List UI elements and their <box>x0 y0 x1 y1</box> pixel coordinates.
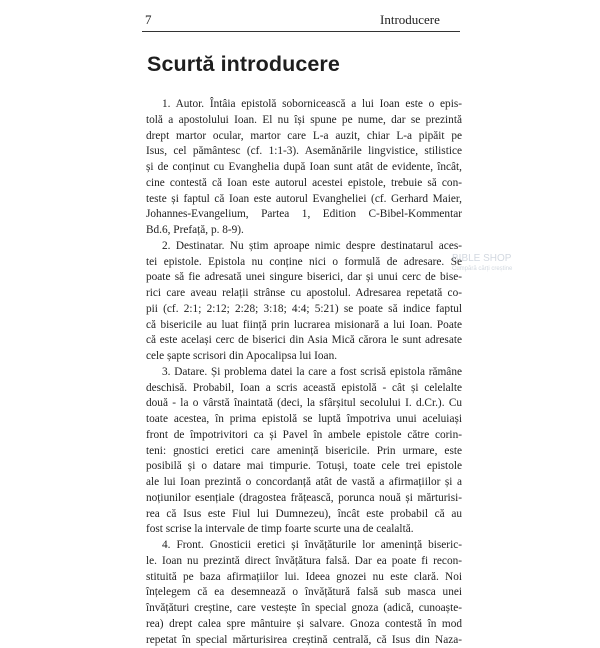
text-line: că este același cerc de biserici din Asia Mică cărora le sunt adresate <box>146 333 462 349</box>
text-line: 3. Datare. Și problema datei la care a fost scrisă epistola rămâne <box>146 365 462 381</box>
text-line: ale lui Ioan prezintă o concordanță atât de vastă a afirmațiilor și a <box>146 475 462 491</box>
text-line: 4. Front. Gnosticii eretici și învățăturile lor amenință biseric- <box>146 538 462 554</box>
text-line: 2. Destinatar. Nu știm aproape nimic despre destinatarul aces- <box>146 239 462 255</box>
watermark-text: BIBLE SHOP <box>452 253 511 264</box>
text-line: le. Ioan nu prezintă direct învățătura falsă. Dar ea poate fi recon- <box>146 554 462 570</box>
text-line: cele șapte scrisori din Apocalipsa lui Ioan. <box>146 349 462 365</box>
text-line: repetat în special mărturisirea creștină centrală, că Isus din Naza- <box>146 633 462 648</box>
text-line: Johannes-Evangelium, Partea 1, Edition C-Bibel-Kommentar <box>146 207 462 223</box>
running-head: Introducere <box>380 12 440 28</box>
section-title: Scurtă introducere <box>147 52 340 77</box>
text-line: tei epistole. Epistola nu conține nici o formulă de adresare. Se <box>146 255 462 271</box>
text-line: rici care aveau relații strânse cu apostolul. Adresarea repetată co- <box>146 286 462 302</box>
watermark <box>452 253 512 275</box>
text-line: front de împotrivitori ca și Pavel în ambele epistole către corin- <box>146 428 462 444</box>
text-line: că bisericile au luat ființă prin lucrarea misionară a lui Ioan. Poate <box>146 318 462 334</box>
text-line: înțelegem că ea desemnează o învățătură falsă sub masca unei <box>146 585 462 601</box>
text-line: teste și faptul că Ioan este autorul Evangheliei (cf. Gerhard Maier, <box>146 192 462 208</box>
text-line: pii (cf. 2:1; 2:12; 2:28; 3:18; 4:4; 5:21) se poate să indice faptul <box>146 302 462 318</box>
text-line: teni: gnostici eretici care amenință bisericile. Prin urmare, este <box>146 444 462 460</box>
text-line: poate să fie adresată unei singure biserici, dar și unui cerc de bise- <box>146 270 462 286</box>
text-line: fost scrise la intervale de timp foarte scurte una de cealaltă. <box>146 522 462 538</box>
text-line: două - la o vârstă înaintată (deci, la sfârșitul secolului I. d.Cr.). Cu <box>146 396 462 412</box>
text-line: rea că Isus este Fiul lui Dumnezeu), încât este probabil că au <box>146 507 462 523</box>
page-number: 7 <box>145 12 152 28</box>
text-line: drept martor ocular, martor care L-a auzit, chiar L-a pipăit pe <box>146 129 462 145</box>
watermark-tagline: Cumpără cărți creștine <box>452 264 512 275</box>
text-line: posibilă și o datare mai timpurie. Totuși, toate cele trei epistole <box>146 459 462 475</box>
text-line: Isus, cel pământesc (cf. 1:1-3). Asemănările lingvistice, stilistice <box>146 144 462 160</box>
text-line: învățături creștine, care vestește în special gnoza (adică, cunoaște- <box>146 601 462 617</box>
text-line: toate acestea, în prima epistolă se luptă împotriva unui aceluiași <box>146 412 462 428</box>
body-text <box>146 97 462 648</box>
text-line: stituită pe baza afirmațiilor lui. Ideea gnozei nu este clară. Noi <box>146 570 462 586</box>
text-line: Bd.6, Prefață, p. 8-9). <box>146 223 462 239</box>
text-line: tolă a apostolului Ioan. El nu își spune pe nume, dar se prezintă <box>146 113 462 129</box>
text-line: noțiunilor esențiale (dragostea frățească, porunca nouă și mărturisi- <box>146 491 462 507</box>
text-line: 1. Autor. Întâia epistolă sobornicească a lui Ioan este o epis- <box>146 97 462 113</box>
text-line: cine contestă că Ioan este autorul acestei epistole, trebuie să con- <box>146 176 462 192</box>
text-line: deschisă. Probabil, Ioan a scris această epistolă - cât și celelalte <box>146 381 462 397</box>
text-line: și de conținut cu Evanghelia după Ioan sunt atât de evidente, încât, <box>146 160 462 176</box>
header-rule <box>142 31 460 32</box>
text-line: rea) drept calea spre mântuire și salvare. Gnoza contestă în mod <box>146 617 462 633</box>
